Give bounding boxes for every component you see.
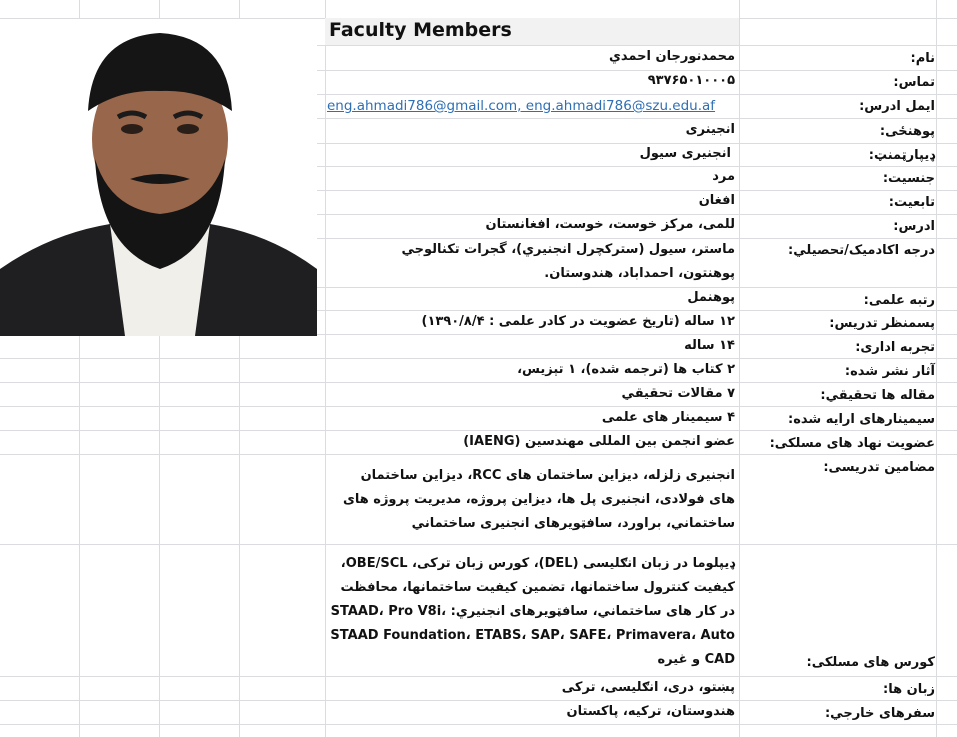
value-nationality: افغان (698, 193, 735, 208)
value-travels: هندوستان، ترکیه، پاکستان (566, 704, 735, 719)
label-memberships: عضویت نهاد های مسلکی: (769, 436, 935, 451)
label-gender: جنسیت: (882, 171, 935, 186)
value-publications: ۲ کتاب ها (ترجمه شده)، ۱ تېزیس، (517, 362, 735, 377)
label-courses: کورس های مسلکی: (806, 655, 935, 670)
value-subjects: انجنیری زلزله، دیزاین ساختمان های RCC، دیزاین ساختمان های فولادی، انجنیری پل ها، دیزاین پروژه، مدیریت پروژه های ساختماني، براورد، سافټویرهای انجنیری ساختماني (342, 468, 735, 531)
page-title: Faculty Members (329, 19, 512, 41)
label-address: ادرس: (893, 219, 935, 234)
label-degree: درجه اکادمیک/تحصیلي: (788, 243, 935, 258)
value-faculty: انجینری (685, 122, 735, 137)
value-memberships: عضو انجمن بین المللی مهندسین (IAENG) (463, 434, 735, 449)
label-nationality: تابعیت: (888, 195, 935, 210)
email-link[interactable]: eng.ahmadi786@gmail.com, eng.ahmadi786@szu.edu.af (327, 98, 716, 114)
label-name: نام: (910, 51, 935, 66)
value-address: للمی، مرکز خوست، خوست، افغانستان (485, 217, 735, 232)
label-department: ډیپارټمنټ: (868, 148, 935, 163)
label-languages: زبان ها: (883, 682, 935, 697)
value-contact: ۹۳۷۶۵۰۱۰۰۰۵ (647, 73, 735, 88)
profile-photo (0, 19, 317, 336)
label-contact: تماس: (893, 75, 935, 90)
label-teaching: پسمنظر تدریس: (829, 316, 935, 331)
value-department: انجنیری سیول (639, 146, 731, 161)
value-seminars: ۴ سیمینار های علمی (601, 410, 735, 425)
label-seminars: سیمینارهای ارایه شده: (788, 412, 935, 427)
label-articles: مقاله ها تحقیقي: (820, 388, 935, 403)
value-rank: پوهنمل (687, 290, 735, 305)
label-publications: آثار نشر شده: (844, 364, 935, 379)
value-articles: ۷ مقالات تحقیقي (621, 386, 735, 401)
value-name: محمدنورجان احمدي (609, 49, 735, 64)
label-faculty: پوهنځی: (879, 124, 935, 139)
value-languages: پښتو، دری، انګلیسی، ترکی (561, 680, 735, 695)
value-gender: مرد (712, 169, 735, 184)
label-email: ايمل ادرس: (859, 99, 935, 114)
label-subjects: مضامین تدریسی: (823, 460, 935, 475)
value-courses: ډیپلوما در زبان انګلیسی (DEL)، کورس زبان ترکی، OBE/SCL، کیفیت کنترول ساختمانها، تضمین کیفیت ساختمانها، محافظت در کار های ساختماني، سافټویرهای انجنیري: STAAD، Pro V8i، STAAD Foundation، ETABS، SAP، SAFE، Primavera، Auto CAD و غیره (330, 556, 735, 667)
value-degree: ماستر، سیول (سترکچرل انجنیري)، گجرات تکنالوجي پوهنتون، احمداباد، هندوستان. (401, 242, 735, 281)
label-travels: سفرهای خارجي: (824, 706, 935, 721)
label-admin-experience: تجربه اداری: (855, 340, 935, 355)
value-admin-experience: ۱۴ ساله (684, 338, 735, 353)
value-teaching: ۱۲ ساله (تاریخ عضویت در کادر علمی : ۱۳۹۰/۸/۴) (421, 314, 735, 329)
label-rank: رتبه علمی: (863, 293, 935, 308)
